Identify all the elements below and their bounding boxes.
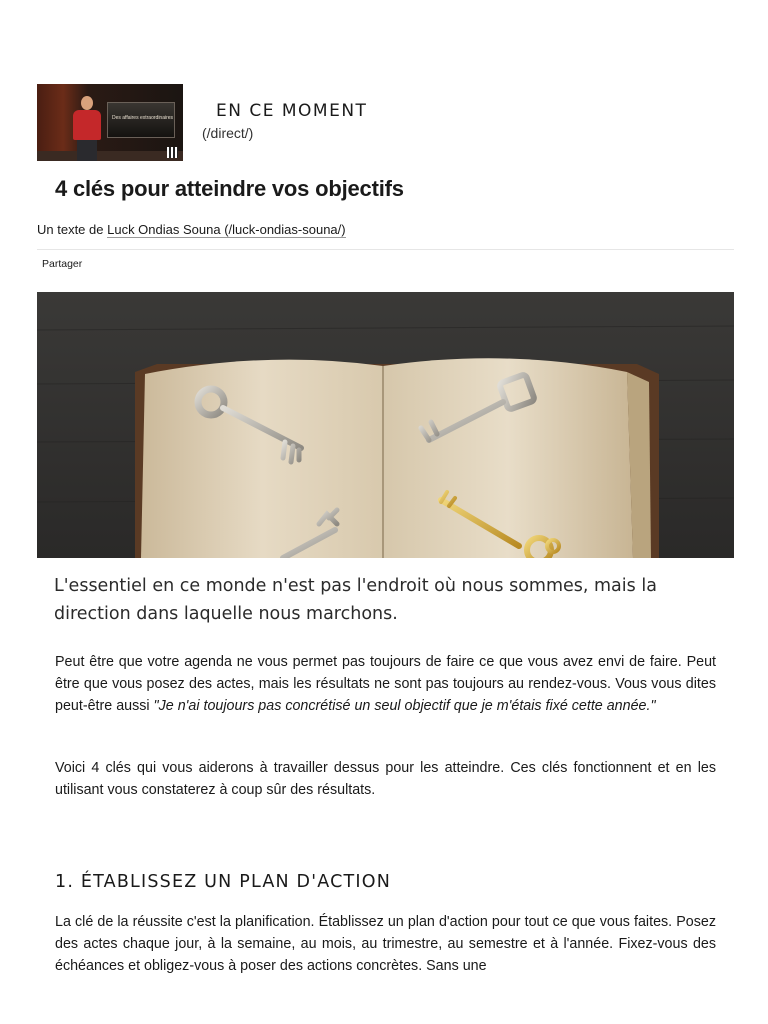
article-paragraph-3: La clé de la réussite c'est la planification. Établissez un plan d'action pour tout ce que vous faites. Posez des actes chaque jour, à la semaine, au mois, au trimestre, au semestre et à l'année. Fixez-vous des échéances et obligez-vous à poser des actions concrètes. Sans une	[55, 914, 716, 974]
section-1-heading: 1. ÉTABLISSEZ UN PLAN D'ACTION	[55, 872, 392, 892]
author-link[interactable]	[107, 222, 345, 238]
article-title: 4 clés pour atteindre vos objectifs	[55, 176, 404, 201]
open-book-with-keys-illustration	[37, 292, 734, 558]
author-url: (/luck-ondias-souna/)	[224, 222, 346, 237]
studio-screen	[107, 102, 175, 138]
paragraph-1-quote: "Je n'ai toujours pas concrétisé un seul objectif que je m'étais fixé cette année."	[153, 698, 656, 714]
hero-image	[37, 292, 734, 558]
book-left-page	[141, 360, 383, 558]
presenter-body	[73, 110, 101, 140]
byline	[37, 222, 346, 237]
share-button[interactable]: Partager	[42, 258, 83, 270]
article-paragraph-2: Voici 4 clés qui vous aiderons à travailler dessus pour les atteindre. Ces clés fonctionnent et en les utilisant vous constaterez à coup sûr des résultats.	[55, 760, 716, 798]
article-paragraph-1	[55, 651, 716, 717]
live-now-link[interactable]: EN CE MOMENT	[216, 101, 368, 121]
paragraph-1-text: Peut être que votre agenda ne vous permet pas toujours de faire ce que vous avez envi de faire. Peut être que vous posez des actes, mais les résultats ne sont pas toujours au rendez-vous. Vous vous dites peut-être aussi	[55, 654, 716, 714]
live-now-url: (/direct/)	[202, 125, 254, 141]
article-lead: L'essentiel en ce monde n'est pas l'endroit où nous sommes, mais la direction dans laquelle nous marchons.	[54, 576, 657, 624]
qr-code-icon	[167, 147, 178, 158]
presenter-head	[81, 96, 93, 110]
studio-screen-text: Des affaires extraordinaires	[112, 115, 174, 121]
studio-floor	[37, 151, 183, 161]
byline-prefix: Un texte de	[37, 222, 108, 237]
byline-divider	[37, 249, 734, 250]
presenter-legs	[77, 139, 97, 161]
author-name: Luck Ondias Souna	[107, 222, 221, 237]
book-right-page	[383, 358, 633, 558]
live-video-thumbnail[interactable]	[37, 84, 183, 161]
